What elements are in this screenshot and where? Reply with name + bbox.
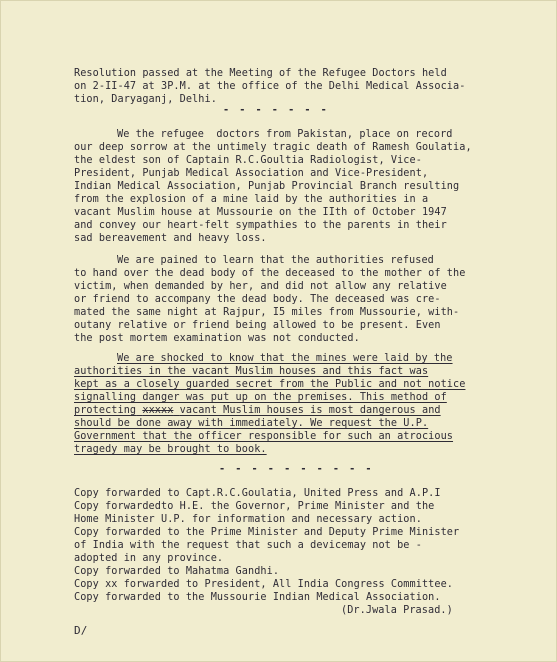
para3-line-4: signalling danger was put up on the premises. This method of bbox=[74, 392, 447, 403]
initials: D/ bbox=[74, 624, 88, 637]
para1-line-6: from the explosion of a mine laid by the authorities in a bbox=[74, 194, 429, 205]
para1-line-7: vacant Muslim house at Mussourie on the IIth of October 1947 bbox=[74, 207, 447, 218]
para3-line-3: kept as a closely guarded secret from the Public and not notice bbox=[74, 379, 466, 390]
para2-line-6: outany relative or friend being allowed to be present. Even bbox=[74, 320, 441, 331]
copy-line-2: Copy forwardedto H.E. the Governor, Prime Minister and the bbox=[74, 501, 435, 512]
para1-line-1: We the refugee doctors from Pakistan, place on record bbox=[117, 129, 453, 140]
para1-line-2: our deep sorrow at the untimely tragic death of Ramesh Goulatia, bbox=[74, 142, 472, 153]
para2-line-5: mated the same night at Rajpur, I5 miles from Mussourie, with- bbox=[74, 307, 460, 318]
para3-line-8: tragedy may be brought to book. bbox=[74, 444, 267, 455]
title-line-1: Resolution passed at the Meeting of the Refugee Doctors held bbox=[74, 68, 447, 79]
copy-line-3: Home Minister U.P. for information and necessary action. bbox=[74, 514, 422, 525]
para2-line-3: victim, when demanded by her, and did not allow any relative bbox=[74, 281, 447, 292]
para3-line-7: Government that the officer responsible for such an atrocious bbox=[74, 431, 454, 442]
copy-line-9: Copy forwarded to the Mussourie Indian Medical Association. bbox=[74, 592, 441, 603]
para1-line-3: the eldest son of Captain R.C.Goultia Radiologist, Vice- bbox=[74, 155, 422, 166]
para3-line-5 bbox=[74, 405, 441, 418]
separator-1: - - - - - - - bbox=[223, 105, 329, 116]
signature: (Dr.Jwala Prasad.) bbox=[341, 605, 453, 616]
copy-line-4: Copy forwarded to the Prime Minister and Deputy Prime Minister bbox=[74, 527, 460, 538]
struck-word: xxxxx bbox=[142, 405, 174, 416]
copy-line-5: of India with the request that such a devicemay not be - bbox=[74, 540, 422, 551]
para2-line-2: to hand over the dead body of the deceased to the mother of the bbox=[74, 268, 466, 279]
para3-line-5-end: vacant Muslim houses is most dangerous and bbox=[179, 405, 441, 416]
para3-line-2: authorities in the vacant Muslim houses and this fact was bbox=[74, 366, 429, 377]
para2-line-1: We are pained to learn that the authorities refused bbox=[117, 255, 434, 266]
title-line-3: tion, Daryaganj, Delhi. bbox=[74, 94, 217, 105]
para1-line-9: sad bereavement and heavy loss. bbox=[74, 233, 267, 244]
para3-line-5-start: protecting bbox=[74, 405, 137, 416]
para1-line-5: Indian Medical Association, Punjab Provincial Branch resulting bbox=[74, 181, 460, 192]
para2-line-4: or friend to accompany the dead body. The deceased was cre- bbox=[74, 294, 441, 305]
para1-line-8: and convey our heart-felt sympathies to the parents in their bbox=[74, 220, 447, 231]
copy-line-1: Copy forwarded to Capt.R.C.Goulatia, United Press and A.P.I bbox=[74, 488, 441, 499]
separator-2: - - - - - - - - - - bbox=[219, 464, 374, 475]
title-line-2: on 2-II-47 at 3P.M. at the office of the Delhi Medical Associa- bbox=[74, 81, 466, 92]
copy-line-8: Copy xx forwarded to President, All India Congress Committee. bbox=[74, 579, 454, 590]
para3-line-6: should be done away with immediately. We request the U.P. bbox=[74, 418, 429, 429]
para2-line-7: the post mortem examination was not conducted. bbox=[74, 333, 360, 344]
copy-line-6: adopted in any province. bbox=[74, 553, 224, 564]
para3-line-1: We are shocked to know that the mines were laid by the bbox=[117, 353, 453, 364]
para1-line-4: President, Punjab Medical Association and Vice-President, bbox=[74, 168, 429, 179]
copy-line-7: Copy forwarded to Mahatma Gandhi. bbox=[74, 566, 280, 577]
